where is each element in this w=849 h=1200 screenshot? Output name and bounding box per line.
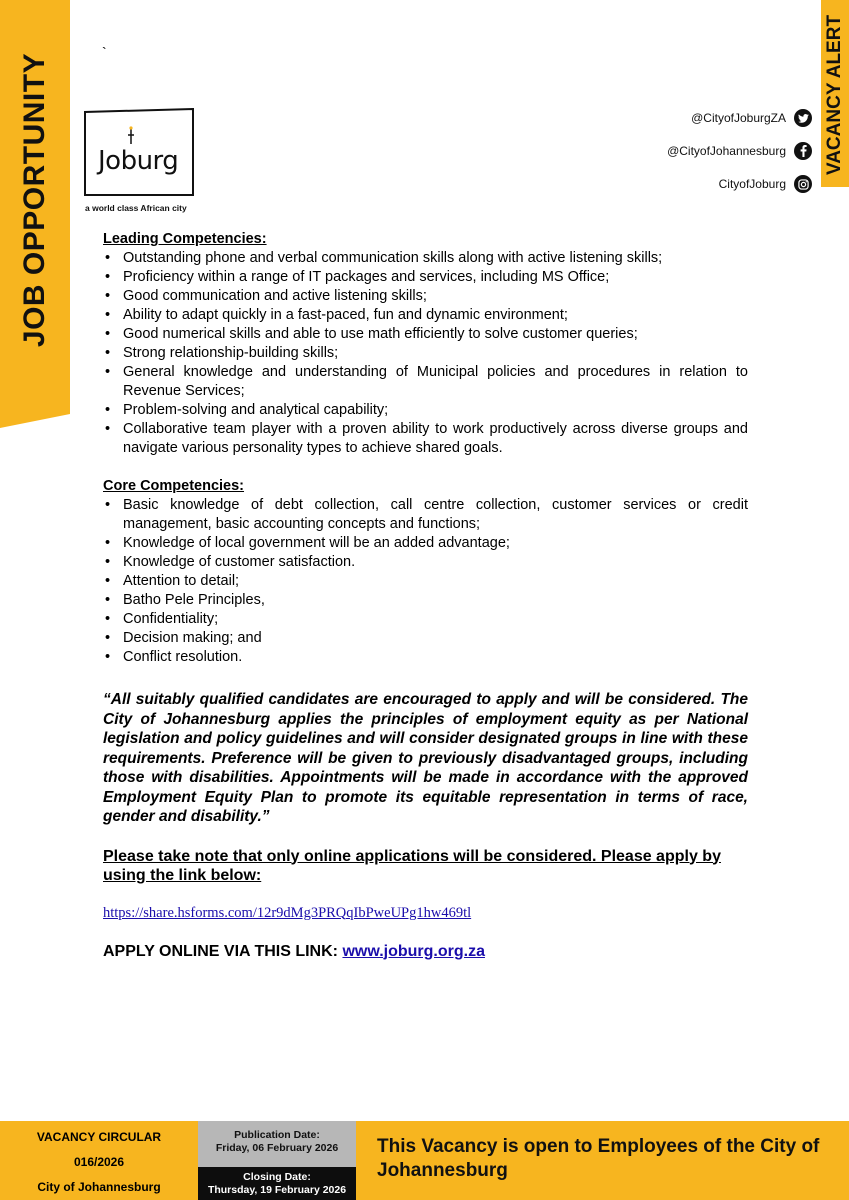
- online-applications-note: Please take note that only online applications will be considered. Please apply by using the link below:: [103, 847, 721, 884]
- social-row-instagram[interactable]: [667, 174, 812, 194]
- joburg-website-link[interactable]: www.joburg.org.za: [342, 942, 485, 960]
- list-item: • Problem-solving and analytical capability;: [103, 401, 748, 420]
- application-form-link[interactable]: https://share.hsforms.com/12r9dMg3PRQqIbPweUPg1hw469tl: [103, 904, 472, 921]
- equity-statement: “All suitably qualified candidates are encouraged to apply and will be considered. The City of Johannesburg applies the principles of employment equity as per National legislation and policy guidelines and will consider designated groups in line with these requirements. Preference will be given to previously disadvantaged groups, including those with disabilities. Appointments will be made in accordance with the approved Employment Equity Plan to promote its equitable representation in terms of race, gender and disability.”: [103, 691, 748, 825]
- instagram-icon[interactable]: [794, 175, 812, 193]
- section-spacer: [103, 458, 748, 477]
- logo-tagline: a world class African city: [85, 203, 187, 213]
- vacancy-circular-number: 016/2026: [73, 1155, 125, 1169]
- list-item: • Collaborative team player with a proven ability to work productively across diverse groups and navigate various personality types to achieve shared goals.: [103, 420, 748, 458]
- list-item: • General knowledge and understanding of Municipal policies and procedures in relation to Revenue Services;: [103, 363, 748, 401]
- list-item: • Knowledge of local government will be an added advantage;: [103, 534, 748, 553]
- list-item: • Strong relationship-building skills;: [103, 344, 748, 363]
- eligibility-statement: This Vacancy is open to Employees of the City of Johannesburg: [377, 1136, 820, 1181]
- joburg-logo-text: Joburg: [98, 146, 179, 176]
- social-row-twitter[interactable]: [667, 108, 812, 128]
- twitter-icon[interactable]: [794, 109, 812, 127]
- list-item: • Good communication and active listening skills;: [103, 287, 748, 306]
- instagram-handle[interactable]: CityofJoburg: [718, 177, 786, 191]
- left-banner-tail: [0, 414, 70, 428]
- footer-bar: [0, 1121, 849, 1200]
- twitter-handle[interactable]: @CityofJoburgZA: [691, 111, 786, 125]
- main-content: [103, 230, 748, 961]
- dates-block: [198, 1121, 356, 1200]
- facebook-handle[interactable]: @CityofJohannesburg: [667, 144, 786, 158]
- vacancy-alert-label: VACANCY ALERT: [824, 14, 845, 176]
- list-item: • Outstanding phone and verbal communication skills along with active listening skills;: [103, 249, 748, 268]
- list-item: • Confidentiality;: [103, 610, 748, 629]
- apply-online-label: APPLY ONLINE VIA THIS LINK:: [103, 942, 338, 960]
- stray-mark: `: [102, 44, 107, 60]
- publication-date-value: Friday, 06 February 2026: [215, 1142, 339, 1154]
- closing-date-box: [198, 1167, 356, 1200]
- social-row-facebook[interactable]: [667, 141, 812, 161]
- social-handles: [667, 108, 812, 207]
- vacancy-circular-title: VACANCY CIRCULAR: [36, 1130, 162, 1144]
- core-competencies-list: [103, 496, 748, 667]
- leading-competencies-list: [103, 249, 748, 458]
- apply-online-line: [103, 942, 748, 961]
- list-item: • Batho Pele Principles,: [103, 591, 748, 610]
- left-banner: [0, 0, 70, 414]
- publication-date-label: Publication Date:: [234, 1129, 320, 1141]
- facebook-icon[interactable]: [794, 142, 812, 160]
- list-item: • Decision making; and: [103, 629, 748, 648]
- core-competencies-heading: Core Competencies:: [103, 478, 245, 494]
- job-opportunity-label: JOB OPPORTUNITY: [18, 52, 51, 348]
- closing-date-label: Closing Date:: [243, 1171, 311, 1183]
- list-item: • Attention to detail;: [103, 572, 748, 591]
- list-item: • Ability to adapt quickly in a fast-paced, fun and dynamic environment;: [103, 306, 748, 325]
- list-item: • Good numerical skills and able to use math efficiently to solve customer queries;: [103, 325, 748, 344]
- right-banner: [821, 0, 849, 187]
- vacancy-circular-block: [0, 1121, 198, 1200]
- closing-date-value: Thursday, 19 February 2026: [207, 1184, 347, 1196]
- leading-competencies-heading: Leading Competencies:: [103, 231, 267, 247]
- vacancy-circular-org: City of Johannesburg: [37, 1180, 161, 1194]
- list-item: • Proficiency within a range of IT packages and services, including MS Office;: [103, 268, 748, 287]
- list-item: • Knowledge of customer satisfaction.: [103, 553, 748, 572]
- publication-date-box: [198, 1121, 356, 1167]
- list-item: • Conflict resolution.: [103, 648, 748, 667]
- list-item: • Basic knowledge of debt collection, call centre collection, customer services or credit management, basic accounting concepts and functions;: [103, 496, 748, 534]
